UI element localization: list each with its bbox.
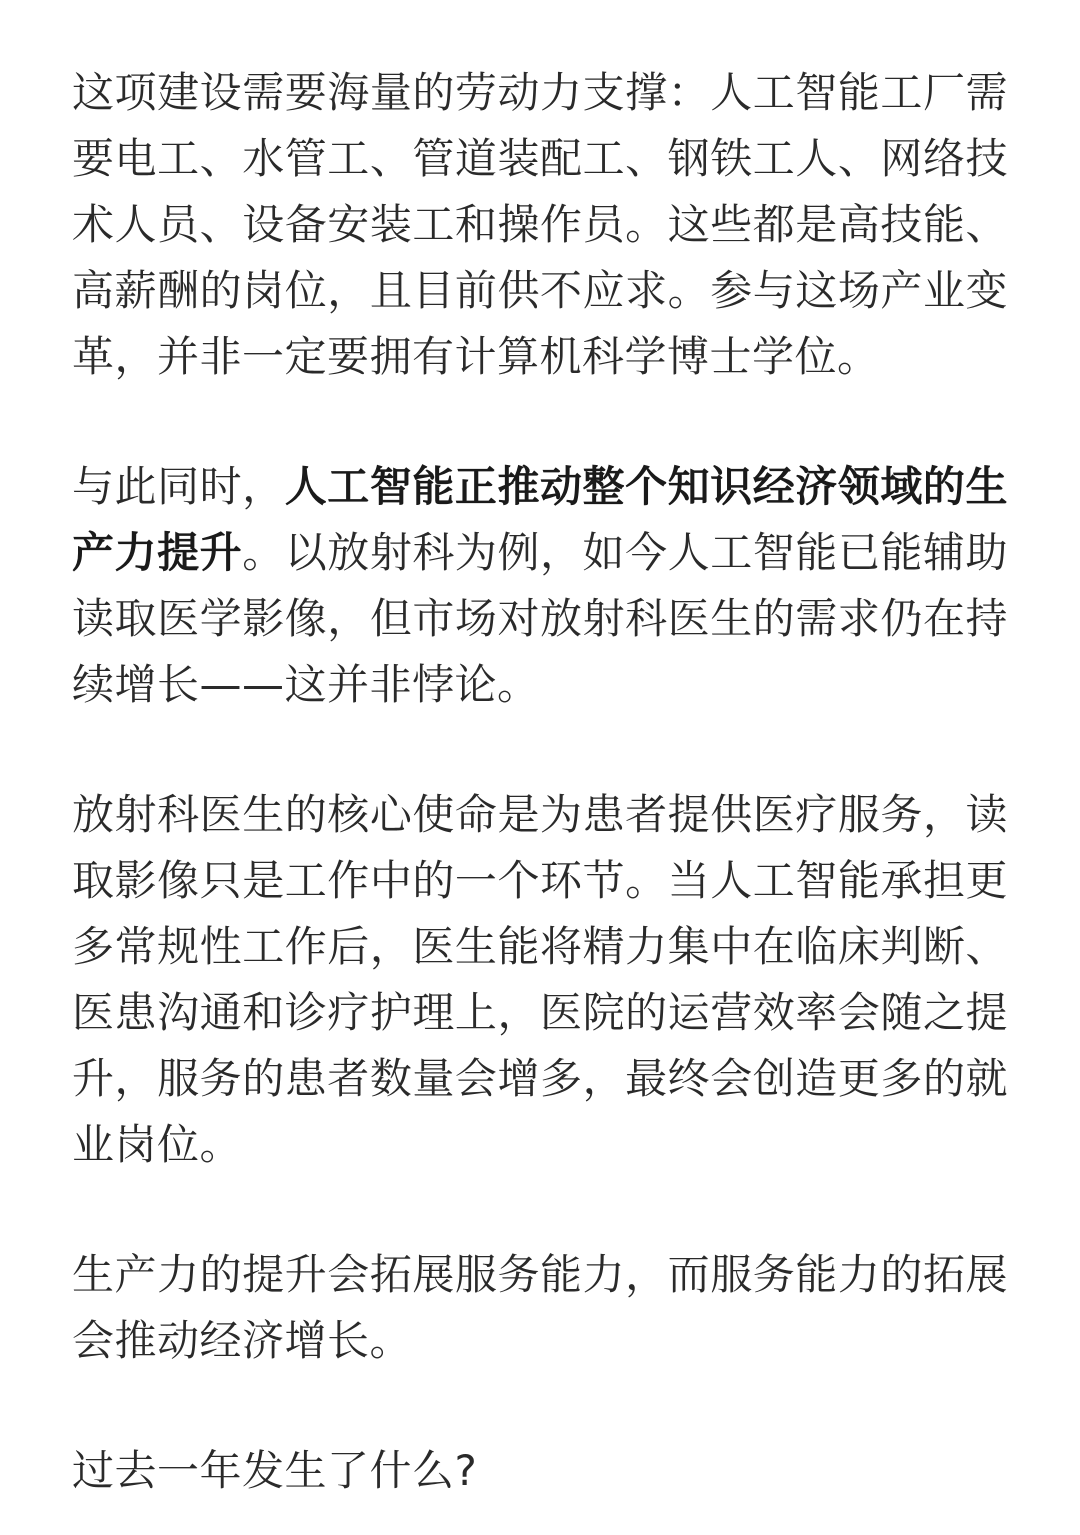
paragraph-labor-demand: 这项建设需要海量的劳动力支撑：人工智能工厂需要电工、水管工、管道装配工、钢铁工人、网络技术人员、设备安装工和操作员。这些都是高技能、高薪酬的岗位，且目前供不应求。参与这场产业变革，并非一定要拥有计算机科学博士学位。 — [72, 68, 1008, 381]
paragraph-bold-highlight: 人工智能正推动整个知识经济领域的生产力提升 — [72, 462, 1008, 577]
paragraph-radiologist: 放射科医生的核心使命是为患者提供医疗服务，读取影像只是工作中的一个环节。当人工智能承担更多常规性工作后，医生能将精力集中在临床判断、医患沟通和诊疗护理上，医院的运营效率会随之提升，服务的患者数量会增多，最终会创造更多的就业岗位。 — [72, 790, 1008, 1169]
paragraph-lead-text: 与此同时， — [72, 462, 285, 511]
paragraph-question: 过去一年发生了什么? — [72, 1446, 478, 1495]
paragraph-growth: 生产力的提升会拓展服务能力，而服务能力的拓展会推动经济增长。 — [72, 1250, 1008, 1365]
paragraph-rest-text: 。以放射科为例，如今人工智能已能辅助读取医学影像，但市场对放射科医生的需求仍在持续增长——这并非悖论。 — [72, 528, 1008, 709]
paragraph-productivity — [72, 454, 1008, 718]
